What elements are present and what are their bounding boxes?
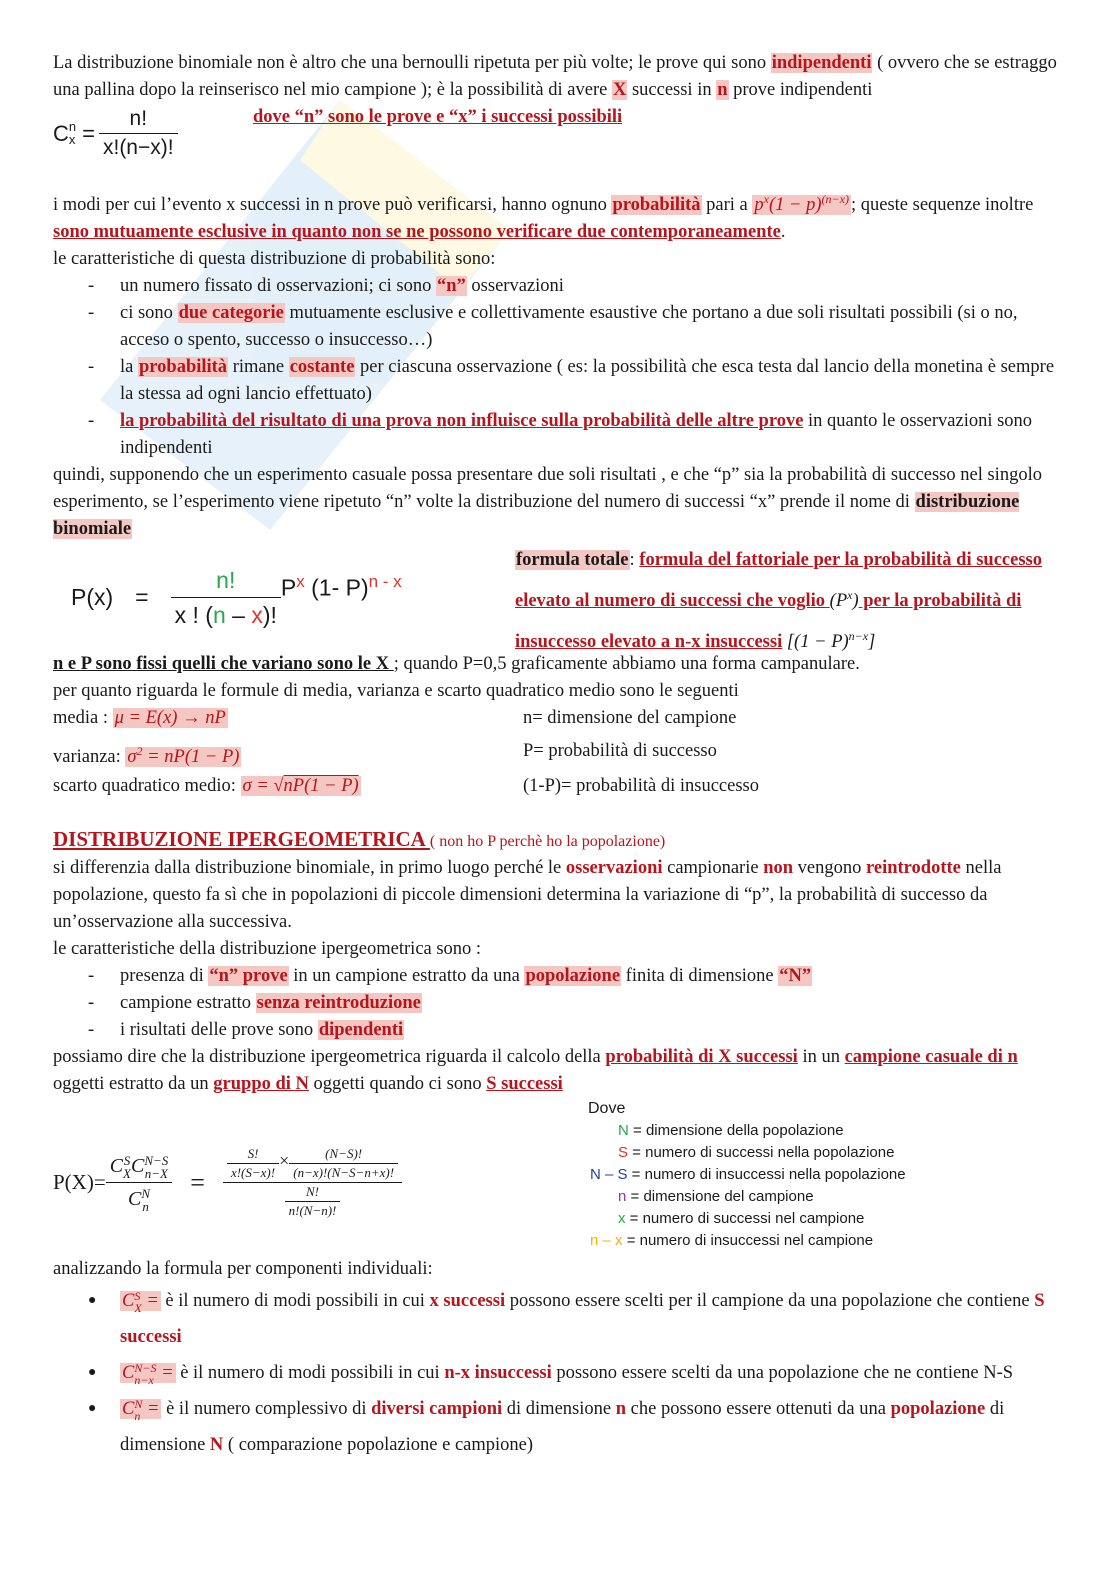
stats-intro: per quanto riguarda le formule di media, varianza e scarto quadratico medio sono le seguenti	[53, 681, 739, 702]
total-formula-description: formula totale: formula del fattoriale per la probabilità di successo elevato al numero di successi che voglio $(P^x)$ per la probabilità di insuccesso elevato a n-x insuccessi $[(1 - P)^{n-x}]$	[515, 550, 1042, 653]
list-item: - campione estratto senza reintroduzione	[88, 990, 1063, 1017]
stats-row-media: media : μ = E(x) → nP n= dimensione del campione	[53, 708, 737, 729]
hypergeometric-characteristics-heading: le caratteristiche della distribuzione ipergeometrica sono :	[53, 939, 482, 960]
list-item: - un numero fissato di osservazioni; ci sono “n” osservazioni	[88, 273, 1063, 300]
formula-legend: Dove N = dimensione della popolazione S = numero di successi nella popolazione N – S = numero di insuccessi nella popolazione n = dimensione del campione x = numero di successi nel campione n – x = numero di insuccessi nel campione	[588, 1100, 906, 1250]
fixed-params-paragraph: n e P sono fissi quelli che variano sono le X ; quando P=0,5 graficamente abbiamo una forma campanulare.	[53, 654, 860, 675]
components-heading: analizzando la formula per componenti individuali:	[53, 1259, 433, 1280]
hypergeometric-definition: possiamo dire che la distribuzione ipergeometrica riguarda il calcolo della probabilità di X successi in un campione casuale di n oggetti estratto da un gruppo di N oggetti quando ci sono S successi	[53, 1047, 1018, 1095]
section-title: DISTRIBUZIONE IPERGEOMETRICA	[53, 827, 430, 852]
binomial-characteristics-list	[53, 273, 1063, 462]
binomial-stats-table	[53, 705, 1063, 806]
hypergeometric-formula: P(X)= C S X C N−S n−X C N n = $\frac{S!}{x!(S-x)!}$ × $\frac{(N-S)!}{(n-x)!(N-S-n+x)!}$ $\frac{N!}{n!(N-n)!}$	[53, 1098, 573, 1256]
probability-paragraph: i modi per cui l’evento x successi in n prove può verificarsi, hanno ognuno probabilità pari a $p^x(1 - p)^{(n-x)}$ ; queste sequenze inoltre sono mutuamente esclusive in quanto non se ne possono verificare due contemporaneamente.	[53, 192, 1034, 243]
list-item: - presenza di “n” prove in un campione estratto da una popolazione finita di dimensione “N”	[88, 963, 1063, 990]
hypergeometric-intro: si differenzia dalla distribuzione binomiale, in primo luogo perché le osservazioni campionarie non vengono reintrodotte nella popolazione, questo fa sì che in popolazioni di piccole dimensioni determina la variazione di “p”, la probabilità di successo da un’osservazione alla successiva.	[53, 858, 1002, 933]
list-item: ● C N n = è il numero complessivo di diversi campioni di dimensione n che possono essere ottenuti da una popolazione di dimensione N ( comparazione popolazione e campione)	[88, 1391, 1063, 1463]
combination-note: dove “n” sono le prove e “x” i successi possibili	[253, 107, 623, 127]
components-list	[53, 1283, 1063, 1463]
stats-row-varianza: varianza: $\sigma^2 = nP(1 - P)$ P= probabilità di successo	[53, 741, 717, 768]
characteristics-heading: le caratteristiche di questa distribuzione di probabilità sono:	[53, 249, 496, 270]
binomial-total-formula-row	[53, 543, 1063, 651]
stats-row-scarto: scarto quadratico medio: σ = √nP(1 − P) (1-P)= probabilità di insuccesso	[53, 776, 759, 797]
combination-formula-row	[53, 104, 1063, 162]
intro-paragraph: La distribuzione binomiale non è altro che una bernoulli ripetuta per più volte; le prove qui sono indipendenti ( ovvero che se estraggo una pallina dopo la reinserisco nel mio campione ); è la possibilità di avere X successi in n prove indipendenti	[53, 53, 1057, 100]
hypergeometric-title-line: DISTRIBUZIONE IPERGEOMETRICA ( non ho P perchè ho la popolazione)	[53, 827, 666, 852]
binomial-formula: P(x) = $\frac{n!}{x ! (n - x)!}$ $P^x$ (1- P)$^{n - x}$	[53, 543, 515, 651]
list-item: - la probabilità del risultato di una prova non influisce sulla probabilità delle altre prove in quanto le osservazioni sono indipendenti	[88, 408, 1063, 462]
highlight-indipendenti: indipendenti	[771, 53, 872, 73]
list-item: - la probabilità rimane costante per ciascuna osservazione ( es: la possibilità che esca testa dal lancio della monetina è sempre la stessa ad ogni lancio effettuato)	[88, 354, 1063, 408]
combination-formula: C n x = $\frac{n!}{x!(n-x)!}$	[53, 105, 253, 162]
hypergeometric-formula-row	[53, 1098, 1063, 1256]
probability-sequence-formula: $p^x(1 - p)^{(n-x)}$	[754, 192, 849, 216]
list-item: ● C S X = è il numero di modi possibili in cui x successi possono essere scelti per il campione da una popolazione che contiene S successi	[88, 1283, 1063, 1355]
list-item: - i risultati delle prove sono dipendenti	[88, 1017, 1063, 1044]
list-item: - ci sono due categorie mutuamente esclusive e collettivamente esaustive che portano a due soli risultati possibili (si o no, acceso o spento, successo o insuccesso…)	[88, 300, 1063, 354]
binomial-definition-paragraph: quindi, supponendo che un esperimento casuale possa presentare due soli risultati , e che “p” sia la probabilità di successo nel singolo esperimento, se l’esperimento viene ripetuto “n” volte la distribuzione del numero di successi “x” prende il nome di distribuzione binomiale	[53, 465, 1042, 540]
hypergeometric-characteristics-list	[53, 963, 1063, 1044]
list-item: ● C N−S n−x = è il numero di modi possibili in cui n-x insuccessi possono essere scelti da una popolazione che ne contiene N-S	[88, 1355, 1063, 1391]
